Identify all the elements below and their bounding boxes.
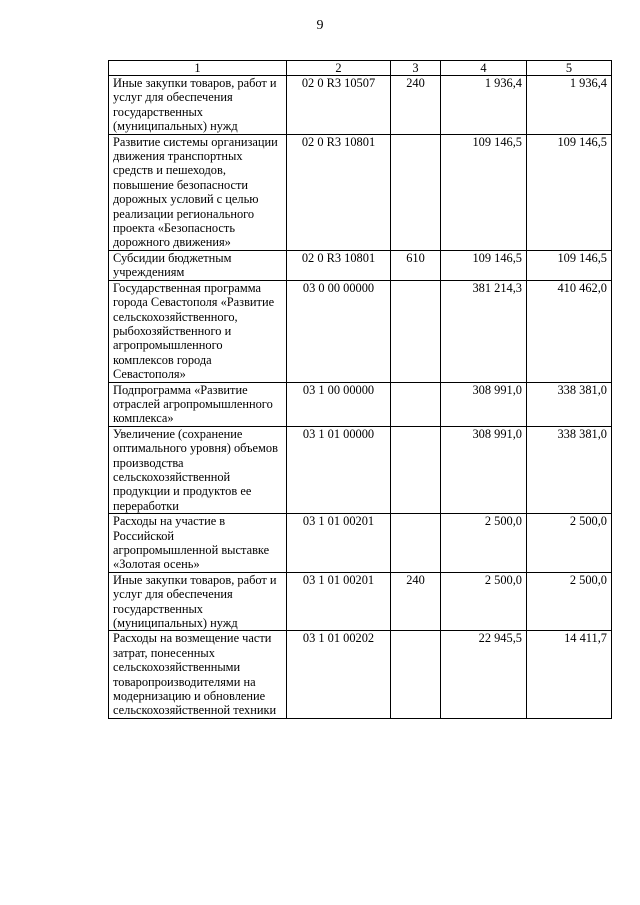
budget-table: [108, 60, 612, 719]
row-type-cell: [391, 134, 441, 250]
row-code-cell: 03 1 00 00000: [287, 382, 391, 426]
row-type-cell: [391, 382, 441, 426]
column-header-4: 4: [441, 61, 527, 76]
row-sum-1-cell: 308 991,0: [441, 382, 527, 426]
table-row: [109, 134, 612, 250]
row-sum-1-cell: 109 146,5: [441, 250, 527, 280]
table-header-row: [109, 61, 612, 76]
row-name-cell: Подпрограмма «Развитие отраслей агропромышленного комплекса»: [109, 382, 287, 426]
row-code-cell: 03 1 01 00202: [287, 631, 391, 718]
row-code-cell: 02 0 R3 10507: [287, 76, 391, 135]
row-name-cell: Увеличение (сохранение оптимального уровня) объемов производства сельскохозяйственной продукции и продуктов ее переработки: [109, 426, 287, 513]
row-code-cell: 03 0 00 00000: [287, 280, 391, 382]
row-sum-2-cell: 338 381,0: [527, 426, 612, 513]
row-code-cell: 03 1 01 00000: [287, 426, 391, 513]
row-name-cell: Субсидии бюджетным учреждениям: [109, 250, 287, 280]
row-type-cell: 240: [391, 572, 441, 631]
row-sum-2-cell: 14 411,7: [527, 631, 612, 718]
page-number: 9: [316, 18, 324, 33]
row-sum-1-cell: 109 146,5: [441, 134, 527, 250]
row-sum-2-cell: 410 462,0: [527, 280, 612, 382]
row-code-cell: 03 1 01 00201: [287, 514, 391, 573]
row-type-cell: [391, 426, 441, 513]
row-name-cell: Расходы на участие в Российской агропромышленной выставке «Золотая осень»: [109, 514, 287, 573]
column-header-2: 2: [287, 61, 391, 76]
row-type-cell: [391, 631, 441, 718]
row-sum-1-cell: 1 936,4: [441, 76, 527, 135]
table-row: [109, 280, 612, 382]
table-row: [109, 426, 612, 513]
row-name-cell: Расходы на возмещение части затрат, понесенных сельскохозяйственными товаропроизводителями на модернизацию и обновление сельскохозяйственной техники: [109, 631, 287, 718]
row-type-cell: 240: [391, 76, 441, 135]
row-name-cell: Развитие системы организации движения транспортных средств и пешеходов, повышение безопасности дорожных условий с целью реализации регионального проекта «Безопасность дорожного движения»: [109, 134, 287, 250]
row-type-cell: 610: [391, 250, 441, 280]
table-row: [109, 382, 612, 426]
row-code-cell: 03 1 01 00201: [287, 572, 391, 631]
column-header-5: 5: [527, 61, 612, 76]
row-sum-1-cell: 308 991,0: [441, 426, 527, 513]
row-name-cell: Иные закупки товаров, работ и услуг для обеспечения государственных (муниципальных) нужд: [109, 572, 287, 631]
row-name-cell: Государственная программа города Севастополя «Развитие сельскохозяйственного, рыбохозяйственного и агропромышленного комплексов города Севастополя»: [109, 280, 287, 382]
column-header-1: 1: [109, 61, 287, 76]
table-row: [109, 631, 612, 718]
row-sum-1-cell: 22 945,5: [441, 631, 527, 718]
column-header-3: 3: [391, 61, 441, 76]
row-code-cell: 02 0 R3 10801: [287, 250, 391, 280]
row-code-cell: 02 0 R3 10801: [287, 134, 391, 250]
row-type-cell: [391, 514, 441, 573]
row-sum-2-cell: 2 500,0: [527, 514, 612, 573]
row-type-cell: [391, 280, 441, 382]
table-row: [109, 250, 612, 280]
row-sum-2-cell: 109 146,5: [527, 134, 612, 250]
table-row: [109, 76, 612, 135]
row-sum-1-cell: 2 500,0: [441, 514, 527, 573]
table-row: [109, 572, 612, 631]
row-sum-1-cell: 381 214,3: [441, 280, 527, 382]
row-sum-2-cell: 1 936,4: [527, 76, 612, 135]
table-row: [109, 514, 612, 573]
row-name-cell: Иные закупки товаров, работ и услуг для обеспечения государственных (муниципальных) нужд: [109, 76, 287, 135]
row-sum-1-cell: 2 500,0: [441, 572, 527, 631]
row-sum-2-cell: 2 500,0: [527, 572, 612, 631]
row-sum-2-cell: 109 146,5: [527, 250, 612, 280]
row-sum-2-cell: 338 381,0: [527, 382, 612, 426]
